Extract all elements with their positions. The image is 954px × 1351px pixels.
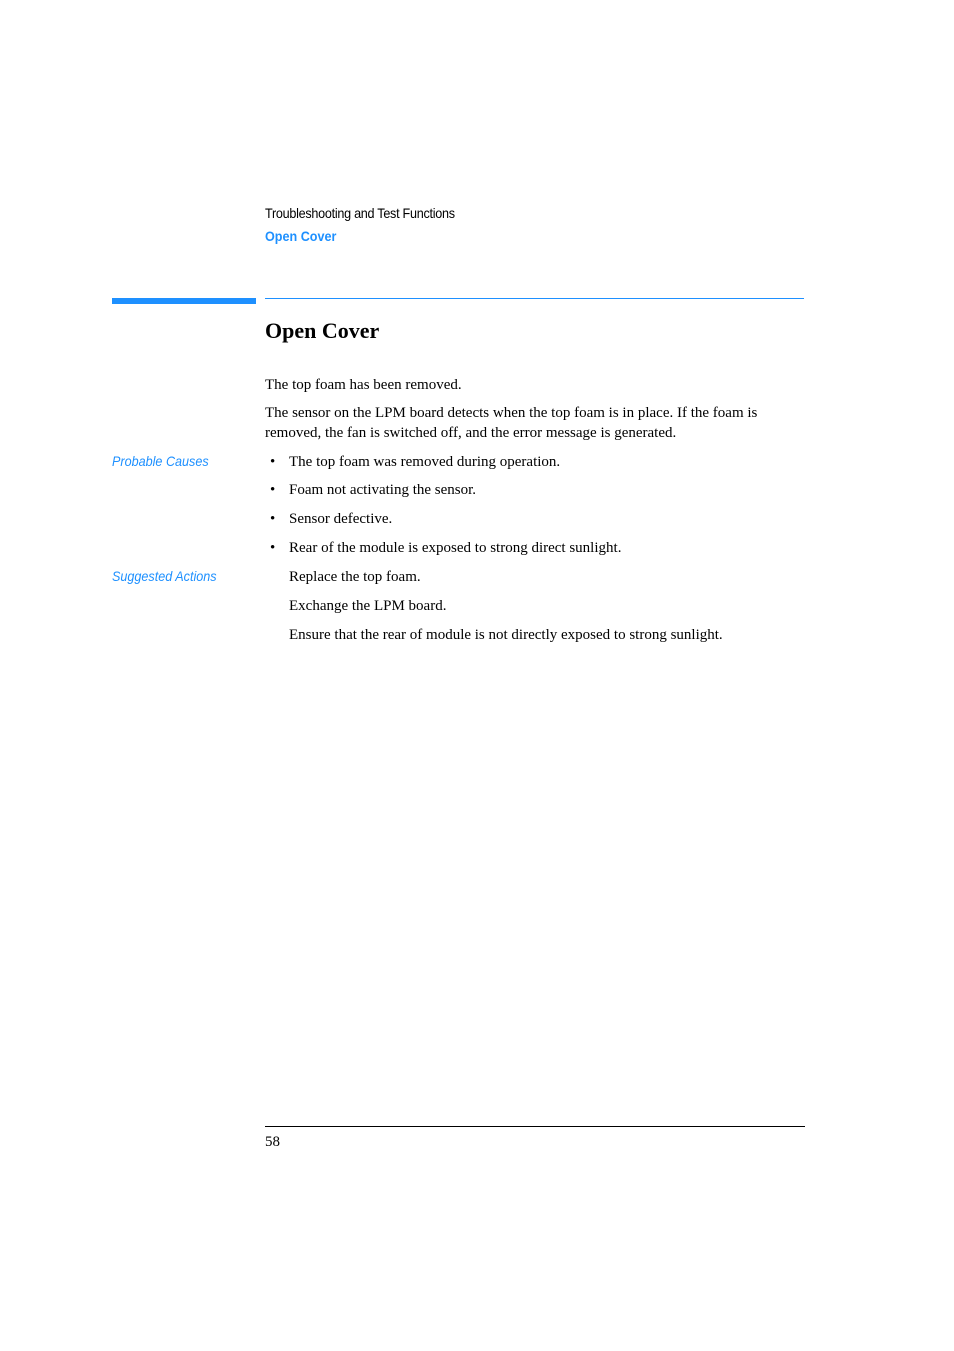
probable-causes-label: Probable Causes [112,453,209,469]
cause-text: Foam not activating the sensor. [289,482,477,498]
action-item: Ensure that the rear of module is not directly exposed to strong sunlight. [289,627,723,643]
paragraph-intro: The top foam has been removed. [265,377,462,393]
cause-text: Sensor defective. [289,511,393,527]
bullet-icon: • [270,540,276,556]
page-title: Open Cover [265,318,380,343]
section-divider [265,298,804,299]
suggested-actions-label: Suggested Actions [112,568,217,584]
bullet-icon: • [270,511,276,527]
cause-text: The top foam was removed during operation. [289,454,561,470]
section-accent-bar [112,298,256,304]
cause-text: Rear of the module is exposed to strong direct sunlight. [289,540,622,556]
action-item: Replace the top foam. [289,569,421,585]
footer-divider [265,1126,805,1127]
page-number: 58 [265,1134,280,1150]
running-header-section: Open Cover [265,228,337,244]
action-item: Exchange the LPM board. [289,598,447,614]
bullet-icon: • [270,482,276,498]
bullet-icon: • [270,454,276,470]
running-header-chapter: Troubleshooting and Test Functions [265,205,455,221]
paragraph-description: The sensor on the LPM board detects when the top foam is in place. If the foam is removed, the fan is switched off, and the error message is generated. [265,405,758,441]
